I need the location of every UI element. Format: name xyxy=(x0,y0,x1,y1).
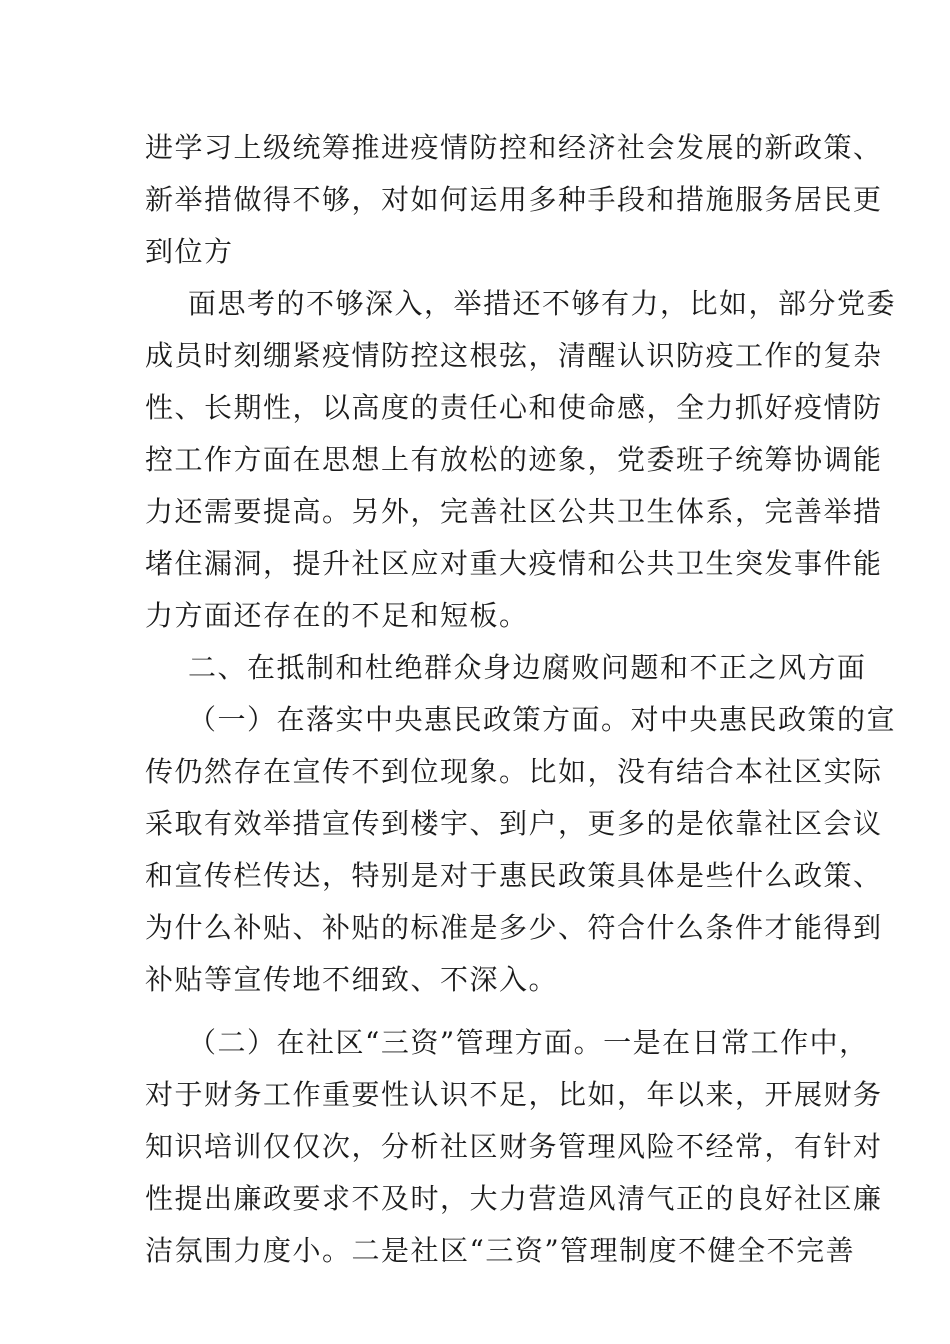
text-line: 洁氛围力度小。二是社区“三资”管理制度不健全不完善 xyxy=(145,1234,856,1267)
text-line: 对于财务工作重要性认识不足，比如，年以来，开展财务 xyxy=(145,1078,883,1111)
text-line: 和宣传栏传达，特别是对于惠民政策具体是些什么政策、 xyxy=(145,859,883,892)
text-line: 力还需要提高。另外，完善社区公共卫生体系，完善举措 xyxy=(145,495,883,528)
text-line: 传仍然存在宣传不到位现象。比如，没有结合本社区实际 xyxy=(145,755,883,788)
text-line: 知识培训仅仅次，分析社区财务管理风险不经常，有针对 xyxy=(145,1130,883,1163)
text-line: 面思考的不够深入，举措还不够有力，比如，部分党委 xyxy=(188,287,897,320)
text-line: （二）在社区“三资”管理方面。一是在日常工作中， xyxy=(188,1026,869,1059)
text-line: 补贴等宣传地不细致、不深入。 xyxy=(145,963,559,996)
section-heading: 二、在抵制和杜绝群众身边腐败问题和不正之风方面 xyxy=(188,651,867,684)
text-line: 控工作方面在思想上有放松的迹象，党委班子统筹协调能 xyxy=(145,443,883,476)
text-line: 为什么补贴、补贴的标准是多少、符合什么条件才能得到 xyxy=(145,911,883,944)
text-line: 到位方 xyxy=(145,235,234,268)
text-line: 进学习上级统筹推进疫情防控和经济社会发展的新政策、 xyxy=(145,131,883,164)
text-line: 新举措做得不够，对如何运用多种手段和措施服务居民更 xyxy=(145,183,883,216)
text-line: 性提出廉政要求不及时，大力营造风清气正的良好社区廉 xyxy=(145,1182,883,1215)
text-line: 采取有效举措宣传到楼宇、到户，更多的是依靠社区会议 xyxy=(145,807,883,840)
text-line: 力方面还存在的不足和短板。 xyxy=(145,599,529,632)
text-line: 性、长期性，以高度的责任心和使命感，全力抓好疫情防 xyxy=(145,391,883,424)
text-line: （一）在落实中央惠民政策方面。对中央惠民政策的宣 xyxy=(188,703,897,736)
text-line: 成员时刻绷紧疫情防控这根弦，清醒认识防疫工作的复杂 xyxy=(145,339,883,372)
text-line: 堵住漏洞，提升社区应对重大疫情和公共卫生突发事件能 xyxy=(145,547,883,580)
